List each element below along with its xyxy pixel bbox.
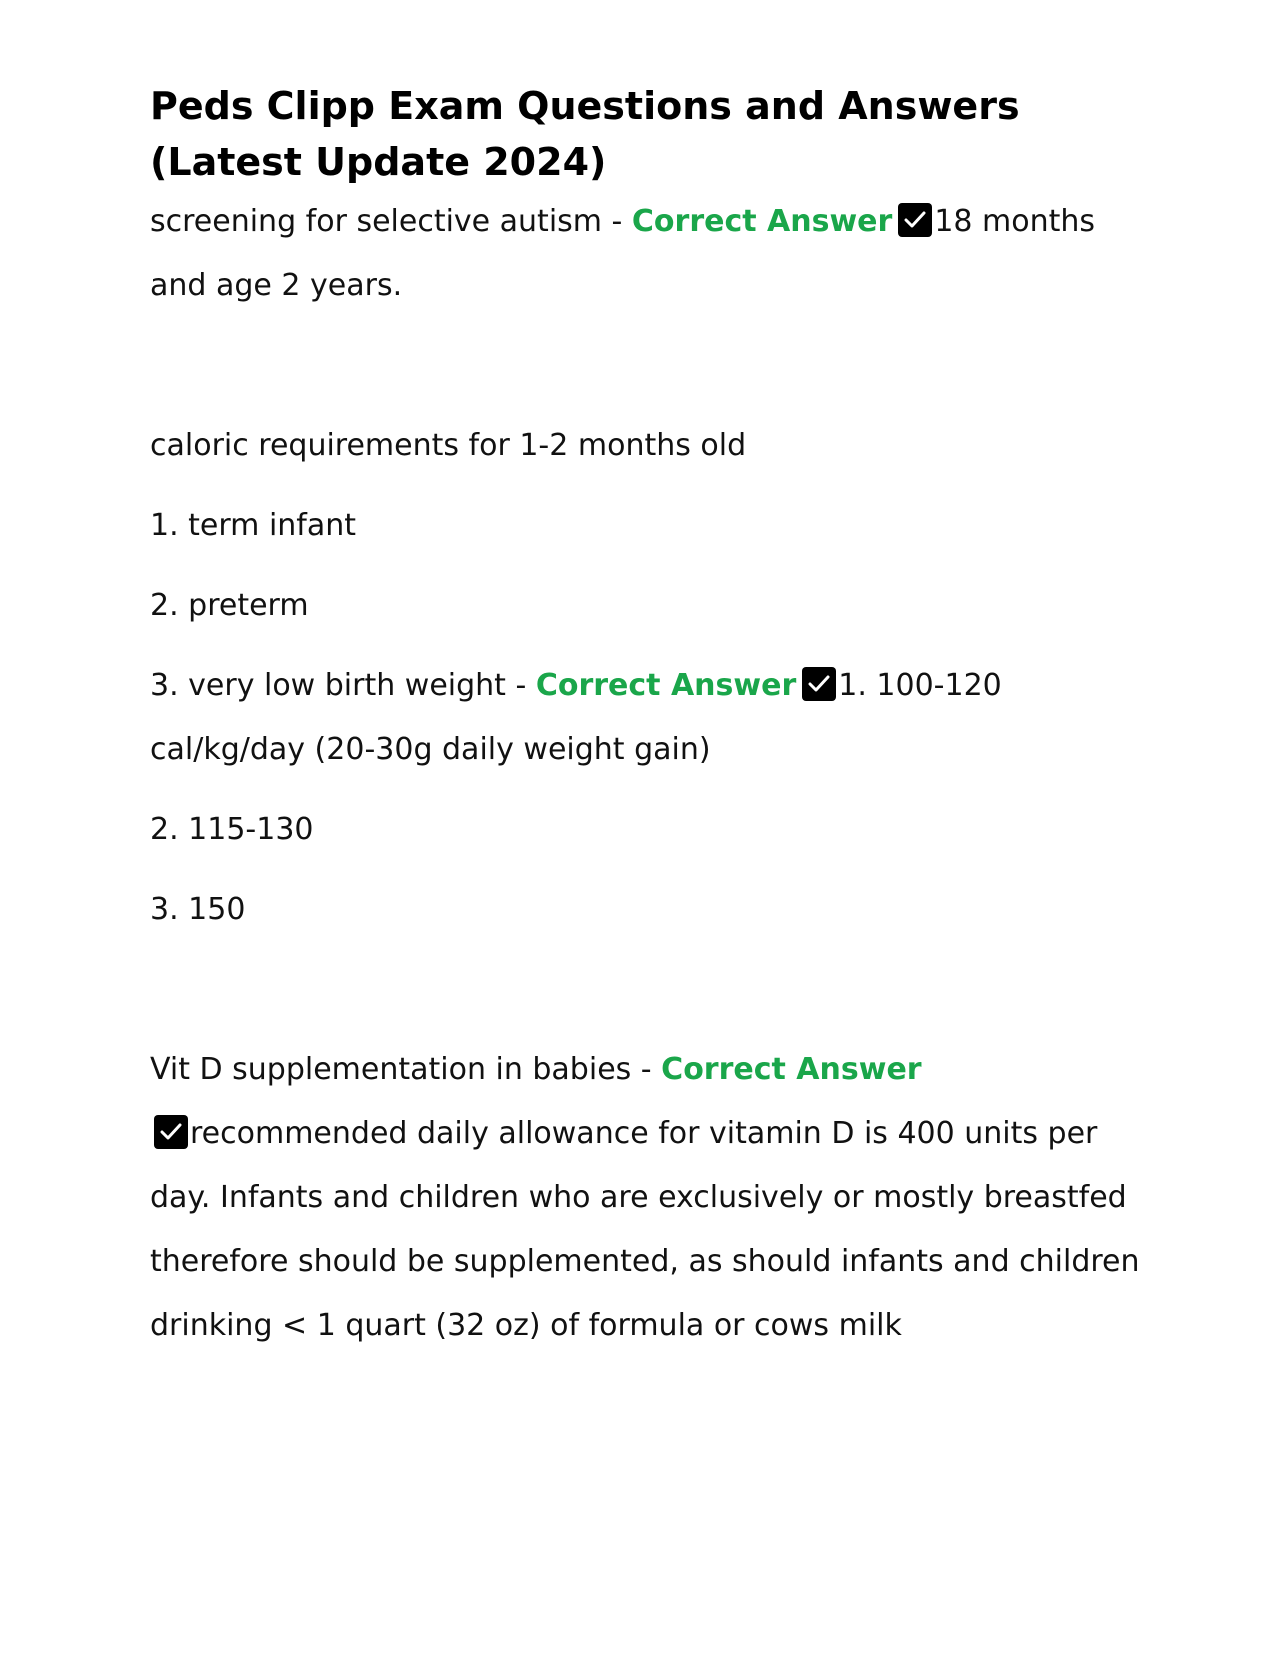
- correct-answer-label: Correct Answer: [661, 1052, 922, 1087]
- title-line-1: Peds Clipp Exam Questions and Answers: [150, 84, 1020, 128]
- question-answer-line: [150, 654, 1140, 782]
- question-text: 3. very low birth weight -: [150, 668, 536, 703]
- check-box-icon: [802, 667, 836, 701]
- question-text: screening for selective autism -: [150, 204, 632, 239]
- correct-answer-label: Correct Answer: [631, 204, 893, 239]
- answer-line: 3. 150: [150, 892, 246, 927]
- qa-item-vitamin-d: [150, 1038, 1140, 1358]
- correct-answer-label: Correct Answer: [535, 668, 797, 703]
- title-line-2: (Latest Update 2024): [150, 140, 607, 184]
- check-box-icon: [154, 1115, 188, 1149]
- qa-item-autism: [150, 190, 1140, 318]
- answer-text: 18 months and age 2 years.: [150, 204, 1096, 303]
- answer-line: 2. 115-130: [150, 812, 314, 847]
- document-page: [150, 78, 1140, 1358]
- qa-item-caloric: [150, 414, 1140, 942]
- answer-text: recommended daily allowance for vitamin D is 400 units per day. Infants and children who are exclusively or mostly breastfed therefore should be supplemented, as should infants and children drinking < 1 quart (32 oz) of formula or cows milk: [150, 1116, 1140, 1343]
- document-title: [150, 78, 1140, 190]
- question-line: 2. preterm: [150, 588, 309, 623]
- question-text: Vit D supplementation in babies -: [150, 1052, 662, 1087]
- question-line: 1. term infant: [150, 508, 357, 543]
- answer-text: 1. 100-120 cal/kg/day (20-30g daily weight gain): [150, 668, 1002, 767]
- question-line: caloric requirements for 1-2 months old: [150, 428, 747, 463]
- check-box-icon: [898, 203, 932, 237]
